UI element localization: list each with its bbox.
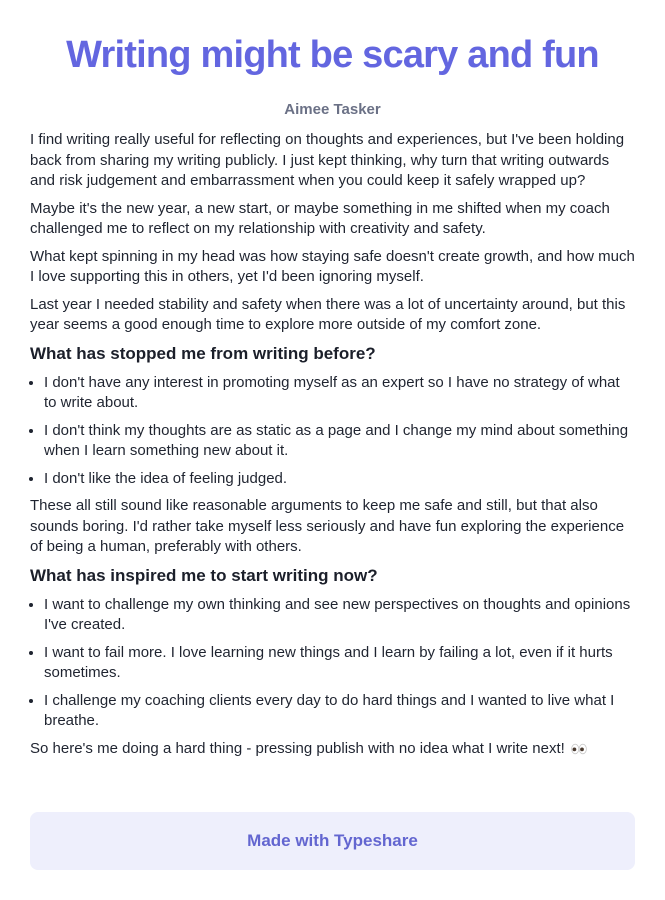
paragraph: I find writing really useful for reflecting on thoughts and experiences, but I've been holding back from sharing my writing publicly. I just kept thinking, why turn that writing outwards and risk judgement and embarrassment when you could keep it safely wrapped up? <box>30 131 625 189</box>
list-item: • I don't have any interest in promoting myself as an expert so I have no strategy of what to write about. <box>44 373 635 414</box>
list-stopped <box>30 373 635 490</box>
section-heading-stopped: What has stopped me from writing before? <box>30 343 376 363</box>
footer-label: Made with Typeshare <box>247 831 418 850</box>
list-item: • I want to challenge my own thinking and see new perspectives on thoughts and opinions I've created. <box>44 595 635 636</box>
list-item: • I don't like the idea of feeling judged. <box>44 469 635 490</box>
paragraph: Maybe it's the new year, a new start, or maybe something in me shifted when my coach challenged me to reflect on my relationship with creativity and safety. <box>30 199 610 237</box>
made-with-typeshare-badge[interactable] <box>30 812 635 870</box>
article-author: Aimee Tasker <box>284 101 381 118</box>
section-heading-inspired: What has inspired me to start writing now? <box>30 565 378 585</box>
closing-paragraph <box>30 739 635 762</box>
article-title: Writing might be scary and fun <box>66 34 599 76</box>
list-item: • I challenge my coaching clients every day to do hard things and I wanted to live what I breathe. <box>44 691 635 732</box>
list-item: • I don't think my thoughts are as static as a page and I change my mind about something when I learn something new about it. <box>44 421 635 462</box>
list-item: • I want to fail more. I love learning new things and I learn by failing a lot, even if it hurts sometimes. <box>44 643 635 684</box>
closing-text: So here's me doing a hard thing - pressing publish with no idea what I write next! <box>30 739 565 757</box>
list-inspired <box>30 595 635 732</box>
eyes-icon <box>571 741 587 762</box>
paragraph: These all still sound like reasonable arguments to keep me safe and still, but that also sounds boring. I'd rather take myself less seriously and have fun exploring the experience of being a human, preferably with others. <box>30 497 625 555</box>
paragraph: Last year I needed stability and safety when there was a lot of uncertainty around, but this year seems a good enough time to explore more outside of my comfort zone. <box>30 295 626 333</box>
article-body <box>30 130 635 761</box>
paragraph: What kept spinning in my head was how staying safe doesn't create growth, and how much I love supporting this in others, yet I'd been ignoring myself. <box>30 247 635 285</box>
